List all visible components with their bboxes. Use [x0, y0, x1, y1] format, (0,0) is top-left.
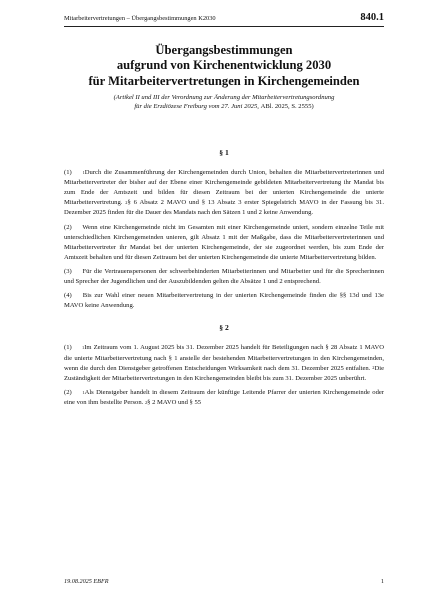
document-number: 840.1 — [360, 12, 384, 23]
paragraph-text: Für die Vertrauenspersonen der schwerbehinderten Mitarbeiterinnen und Mitarbeiter und für die Sprecherinnen und Sprecher der Jugendlichen und der Auszubildenden gelten die Absätze 1 und 2 entsprechend. — [64, 267, 385, 286]
running-title: Mitarbeitervertretungen – Übergangsbestimmungen K2030 — [64, 15, 216, 22]
paragraph-number: (1) — [64, 344, 72, 352]
paragraph-2-2 — [64, 388, 384, 408]
paragraph-number: (1) — [64, 169, 72, 177]
title-line-2: aufgrund von Kirchenentwicklung 2030 — [116, 58, 332, 73]
paragraph-2-1 — [64, 343, 384, 383]
paragraph-text: Wenn eine Kirchengemeinde nicht im Gesamten mit einer Kirchengemeinde uniert, sondern einzelne Teile mit unterschiedlichen Kirchengemeinden unieren, gilt Absatz 1 mit der Maßgabe, dass die Mitarbeitervertreterinnen und Mitarbeitervertreter ihr Mandat bei der unierten Kirchengemeinde, der sie zugeordnet werden, bis zum Ende der Amtszeit behalten und für diesen Zeitraum bei der unierten Kirchengemeinde die unierte Mitarbeitervertretung bilden. — [64, 223, 384, 261]
page-footer — [64, 578, 384, 585]
subtitle-line-2 — [60, 103, 388, 112]
section-heading-1: § 1 — [219, 148, 229, 157]
paragraph-1-3 — [64, 267, 384, 287]
sentence-number: 2 — [125, 200, 128, 206]
paragraph-1-1 — [64, 168, 384, 218]
sentence-number: 1 — [82, 169, 85, 175]
paragraph-text: Bis zur Wahl einer neuen Mitarbeitervertretung in der unierten Kirchengemeinde finden die §§ 13d und 13e MAVO keine Anwendung. — [64, 292, 384, 310]
document-body — [64, 148, 384, 412]
paragraph-number: (4) — [64, 292, 72, 300]
paragraph-text: § 2 MAVO und § 55 — [147, 398, 202, 406]
subtitle — [60, 94, 388, 111]
title-line-3: für Mitarbeitervertretungen in Kirchengemeinden — [88, 73, 360, 88]
paragraph-text: § 6 Absatz 2 MAVO und § 13 Absatz 3 erster Spiegelstrich MAVO in der Fassung bis 31. Dezember 2025 finden für die Dauer des Mandats nach den Sätzen 1 und 2 keine Anwendung. — [64, 199, 384, 217]
paragraph-text: Im Zeitraum vom 1. August 2025 bis 31. Dezember 2025 handelt für Beteiligungen nach § 28 Absatz 1 MAVO die unierte Mitarbeitervertretung nach § 1 anstelle der bestehenden Mitarbeitervertretungen in den Kirchengemeinden, wenn die durch den Dienstgeber getroffenen Entscheidungen Wirksamkeit nach dem 31. Dezember 2025 entfalten. — [64, 344, 384, 372]
paragraph-text: Die Zuständigkeit der Mitarbeitervertretungen in den Kirchengemeinden bleibt bis zum 31. Dezember 2025 unberührt. — [64, 364, 384, 382]
sentence-number: 1 — [82, 389, 85, 395]
footer-date: 19.08.2025 EBFR — [64, 578, 109, 585]
paragraph-text: Durch die Zusammenführung der Kirchengemeinden durch Union, behalten die Mitarbeitervertreterinnen und Mitarbeitervertreter der bisher auf der Ebene einer Kirchengemeinde gebildeten Mitarbeitervertretung ihr Mandat bis zum Ende der Amtszeit und bilden für diesen Zeitraum bei der unierten Kirchengemeinde die unierte Mitarbeitervertretung. — [64, 169, 384, 207]
sentence-number: 2 — [144, 399, 148, 405]
subtitle-line-1: (Artikel II und III der Verordnung zur Änderung der Mitarbeitervertretungsordnung — [113, 93, 335, 101]
paragraph-number: (2) — [64, 223, 72, 231]
sentence-number: 1 — [82, 345, 85, 351]
paragraph-1-2 — [64, 223, 384, 263]
paragraph-number: (3) — [64, 267, 72, 275]
page-header — [64, 12, 384, 27]
section-heading-2: § 2 — [219, 323, 229, 333]
page-number: 1 — [380, 578, 384, 585]
title-block — [60, 43, 388, 111]
subtitle-date: für die Erzdiözese Freiburg vom 27. Juni 2025, — [134, 102, 261, 110]
paragraph-1-4 — [64, 291, 384, 311]
title-line-1: Übergangsbestimmungen — [155, 43, 293, 57]
sentence-number: 2 — [372, 365, 375, 371]
paragraph-text: Als Dienstgeber handelt in diesem Zeitraum der künftige Leitende Pfarrer der unierten Kirchengemeinde oder eine von ihm bestellte Person. — [64, 388, 384, 406]
paragraph-number: (2) — [64, 388, 72, 396]
amtsblatt-reference: ABl. 2025, S. 2555) — [260, 102, 314, 110]
